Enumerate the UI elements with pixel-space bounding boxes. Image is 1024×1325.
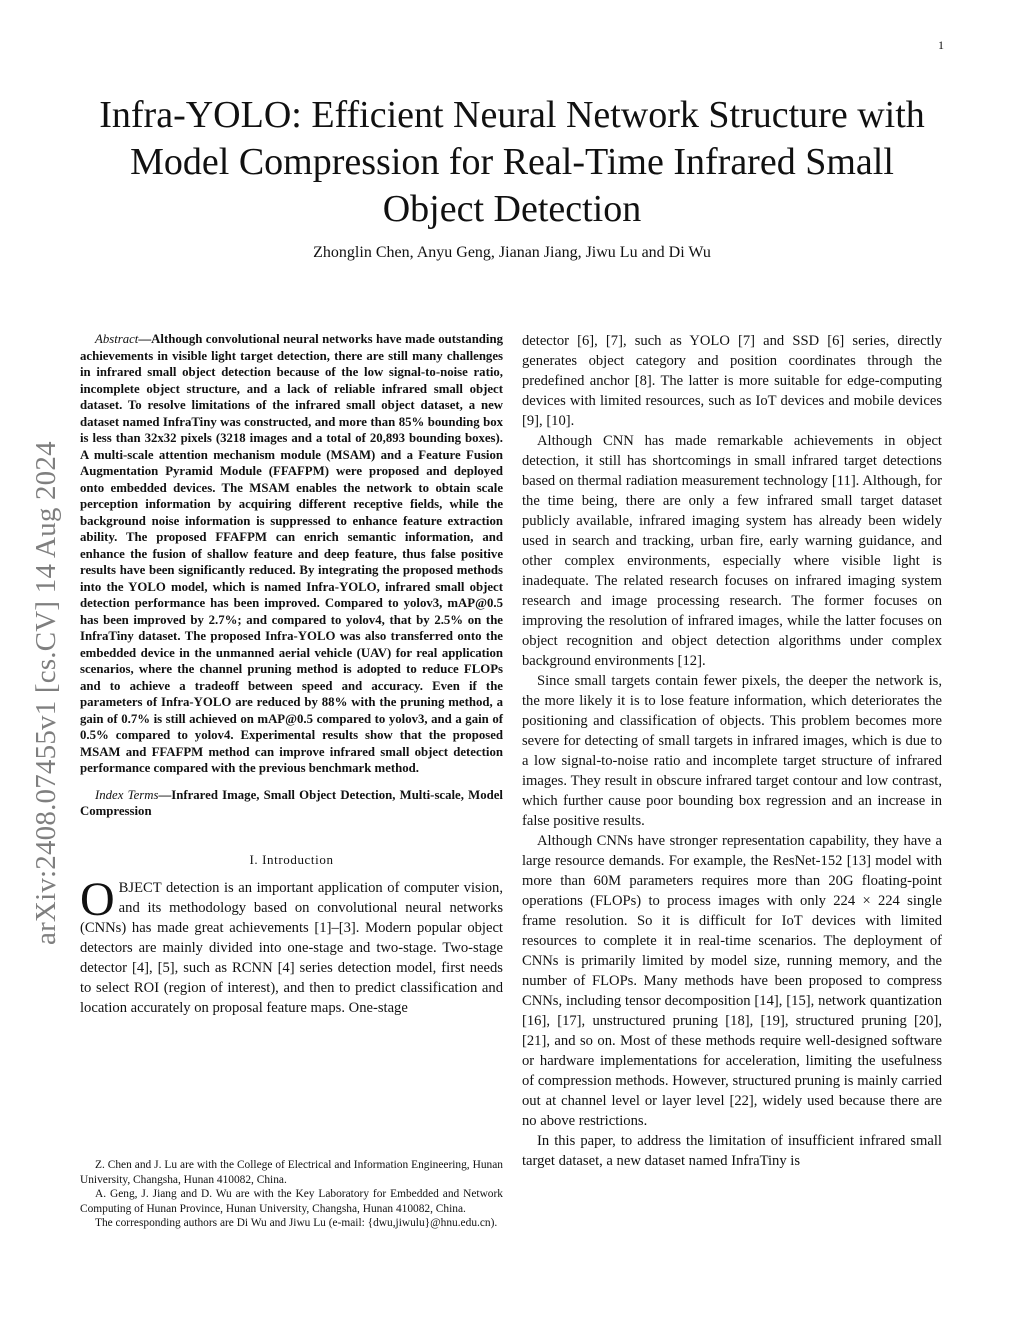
- index-terms: [80, 787, 503, 820]
- abstract: [80, 331, 503, 777]
- footnotes: [80, 1158, 503, 1231]
- body-paragraph: In this paper, to address the limitation of insufficient infrared small target dataset, a new dataset named InfraTiny is: [522, 1133, 942, 1169]
- index-terms-label: Index Terms: [95, 787, 159, 802]
- arxiv-identifier-stamp: arXiv:2408.07455v1 [cs.CV] 14 Aug 2024: [30, 441, 62, 945]
- intro-paragraph: [80, 872, 503, 1018]
- footnote-affiliation-1: Z. Chen and J. Lu are with the College of Electrical and Information Engineering, Hunan University, Changsha, Hunan 410082, China.: [80, 1159, 503, 1186]
- footnote-corresponding-authors: The corresponding authors are Di Wu and Jiwu Lu (e-mail: {dwu,jiwulu}@hnu.edu.cn).: [95, 1217, 498, 1229]
- body-paragraph: Although CNN has made remarkable achievements in object detection, it still has shortcomings in small infrared target detections based on thermal radiation measurement technology [11]. Although, for the time being, there are only a few infrared small target dataset publicly available, infrared imaging system has already been widely used in search and tracking, urban fire, early warning guidance, and other complex environments, especially where visible light is inadequate. The related research focuses on infrared imaging system research and image processing research. The former focuses on improving the resolution of infrared images, while the latter focuses on object recognition and object detection algorithms under complex background environments [12].: [522, 433, 942, 669]
- footnote-affiliation-2: A. Geng, J. Jiang and D. Wu are with the Key Laboratory for Embedded and Network Computing of Hunan Province, Hunan University, Changsha, Hunan 410082, China.: [80, 1188, 503, 1215]
- right-column: [522, 331, 942, 1171]
- page-number: 1: [938, 38, 944, 52]
- section-heading-introduction: I. Introduction: [249, 851, 334, 867]
- body-paragraph: Since small targets contain fewer pixels, the deeper the network is, the more likely it is to lose feature information, which deteriorates the positioning and classification of objects. This problem becomes more severe for detecting of small targets in infrared images, which is due to a low signal-to-noise ratio and incomplete target structure of infrared images. They result in obscure infrared target contour and low contrast, which further cause poor bounding box regression and an increase in false positive results.: [522, 673, 942, 829]
- paper-title: Infra-YOLO: Efficient Neural Network Structure with Model Compression for Real-Time Infrared Small Object Detection: [99, 94, 925, 230]
- abstract-label: Abstract: [95, 332, 139, 346]
- left-column: [80, 331, 503, 1018]
- drop-cap: O: [80, 872, 115, 926]
- index-terms-text: —Infrared Image, Small Object Detection, Multi-scale, Model Compression: [80, 787, 503, 818]
- author-list: Zhonglin Chen, Anyu Geng, Jianan Jiang, Jiwu Lu and Di Wu: [313, 244, 711, 261]
- intro-paragraph-text: BJECT detection is an important application of computer vision, and its methodology based on convolutional neural networks (CNNs) has made great achievements [1]–[3]. Modern popular object detectors are mainly divided into one-stage and two-stage. Two-stage detector [4], [5], such as RCNN [4] series detection model, first needs to select ROI (region of interest), and then to predict classification and location accurately on proposal feature maps. One-stage: [80, 879, 503, 1016]
- body-paragraph: Although CNNs have stronger representation capability, they have a large resource demands. For example, the ResNet-152 [13] model with more than 60M parameters requires more than 20G floating-point operations (FLOPs) to process images with only 224 × 224 single frame resolution. So it is difficult for IoT devices with limited resources to complete it in real-time scenarios. The deployment of CNNs is primarily limited by model size, running memory, and the number of FLOPs. Many methods have been proposed to compress CNNs, including tensor decomposition [14], [15], network quantization [16], [17], unstructured pruning [18], [19], structured pruning [20], [21], and so on. Most of these methods require well-designed software or hardware implementations for acceleration, limiting the usefulness of compression methods. However, structured pruning is mainly carried out at channel level or layer level [22], widely used because there are no above restrictions.: [522, 833, 942, 1129]
- body-paragraph: detector [6], [7], such as YOLO [7] and SSD [6] series, directly generates object category and position coordinates through the predefined anchor [8]. The latter is more suitable for edge-computing devices with limited resources, such as IoT devices and mobile devices [9], [10].: [522, 333, 942, 429]
- abstract-text: —Although convolutional neural networks have made outstanding achievements in visible light target detection, there are still many challenges in infrared small object detection because of the low signal-to-noise ratio, incomplete object structure, and a lack of reliable infrared small object dataset. To resolve limitations of the infrared small object dataset, a new dataset named InfraTiny was constructed, and more than 85% bounding box is less than 32x32 pixels (3218 images and a total of 20,893 bounding boxes). A multi-scale attention mechanism module (MSAM) and a Feature Fusion Augmentation Pyramid Module (FFAFPM) were proposed and deployed onto embedded devices. The MSAM enables the network to obtain scale perception information by acquiring different receptive fields, while the background noise information is suppressed to enhance feature extraction ability. The proposed FFAFPM can enrich semantic information, and enhance the fusion of shallow feature and deep feature, thus false positive results have been significantly reduced. By integrating the proposed methods into the YOLO model, which is named Infra-YOLO, infrared small object detection performance has been improved. Compared to yolov3, mAP@0.5 has been improved by 2.7%; and compared to yolov4, that by 2.5% on the InfraTiny dataset. The proposed Infra-YOLO was also transferred onto the embedded device in the unmanned aerial vehicle (UAV) for real application scenarios, where the channel pruning method is adopted to reduce FLOPs and to achieve a tradeoff between speed and accuracy. Even if the parameters of Infra-YOLO are reduced by 88% with the pruning method, a gain of 0.7% is still achieved on mAP@0.5 compared to yolov3, and a gain of 0.5% compared to yolov4. Experimental results show that the proposed MSAM and FFAFPM method can improve infrared small object detection performance compared with the previous benchmark method.: [80, 332, 503, 775]
